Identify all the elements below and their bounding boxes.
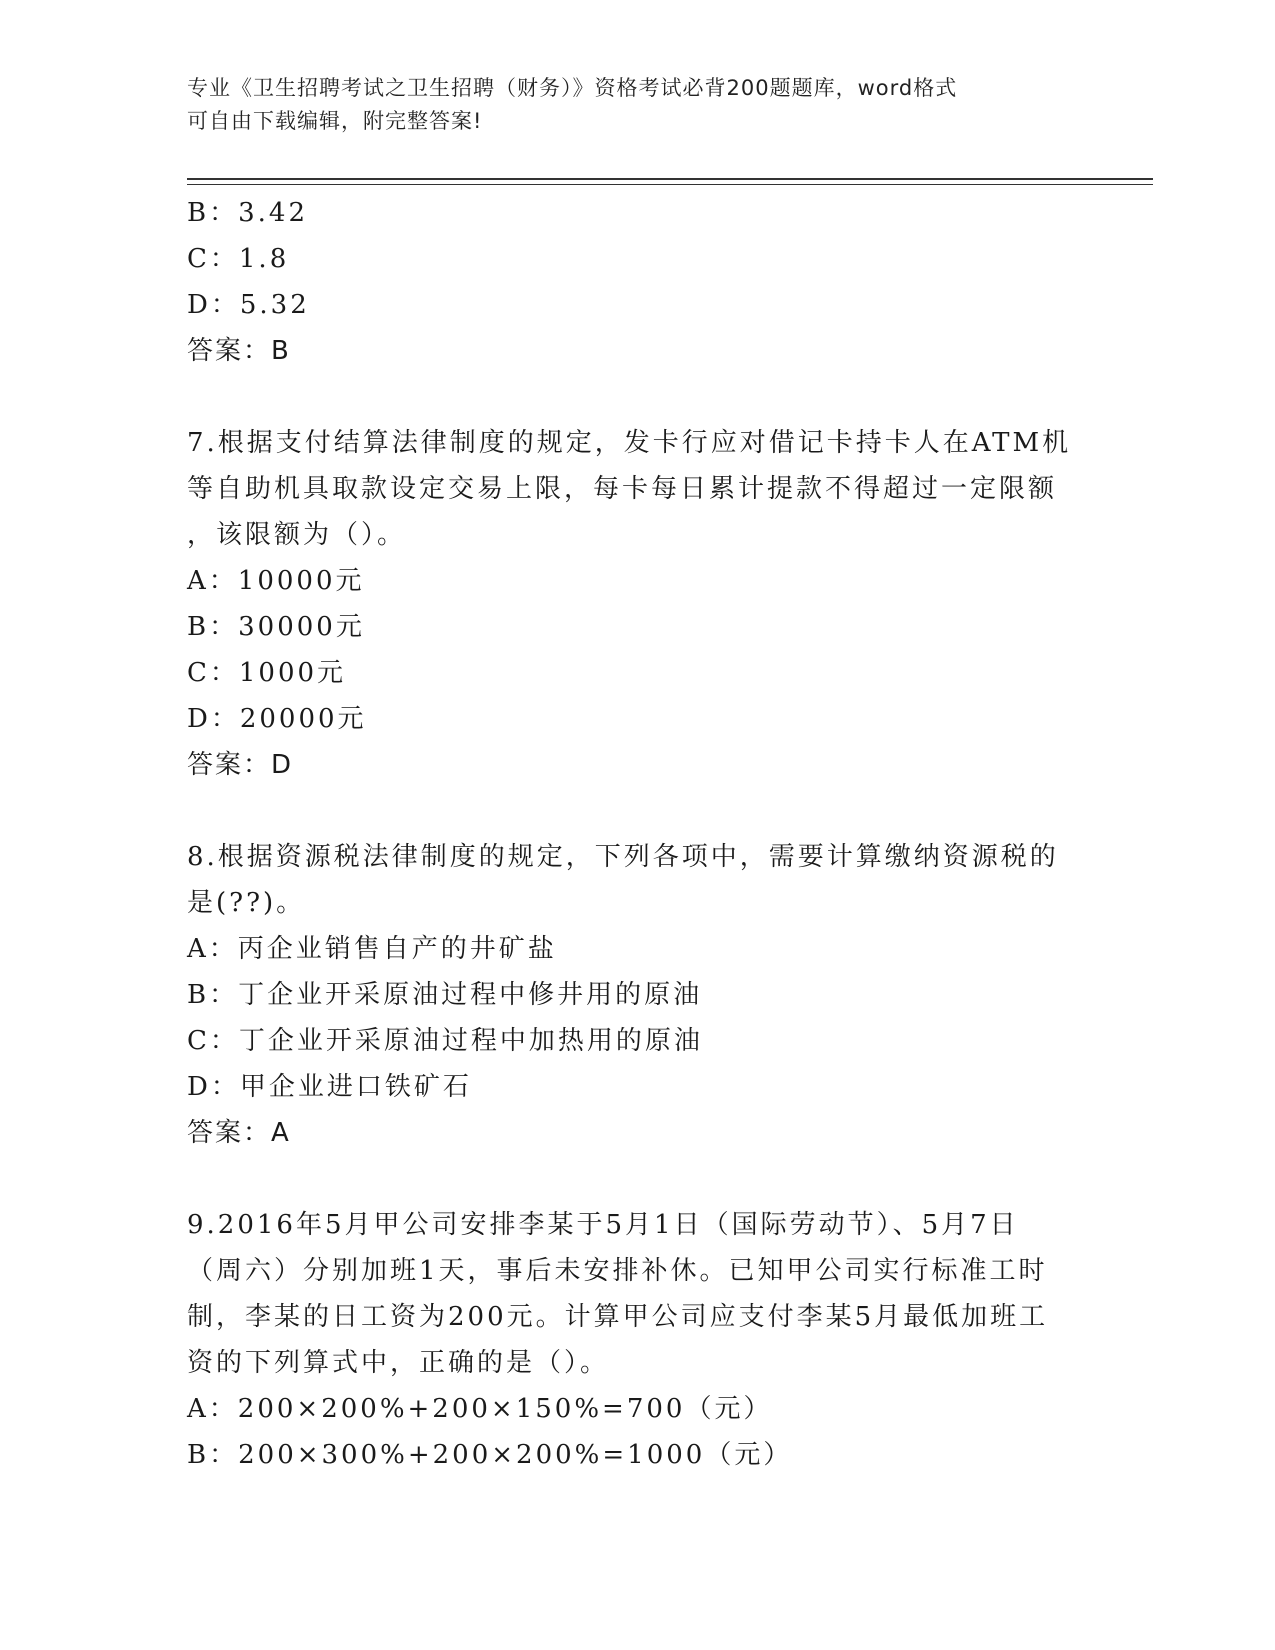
option-a: A：200×200%+200×150%=700（元）: [187, 1394, 773, 1424]
question-text-line: 资的下列算式中，正确的是（）。: [187, 1348, 610, 1378]
answer-line: 答案：D: [187, 750, 294, 780]
question-text-line: 9.2016年5月甲公司安排李某于5月1日（国际劳动节）、5月7日: [187, 1210, 1019, 1240]
question-text-line: 等自助机具取款设定交易上限，每卡每日累计提款不得超过一定限额: [187, 474, 1058, 504]
question-text-line: 8.根据资源税法律制度的规定，下列各项中，需要计算缴纳资源税的: [187, 842, 1059, 872]
option-a: A：丙企业销售自产的井矿盐: [187, 934, 557, 964]
question-8: [187, 834, 1067, 1156]
option-b: B：3.42: [187, 198, 308, 228]
option-b: B：30000元: [187, 612, 365, 642]
question-text-line: （周六）分别加班1天，事后未安排补休。已知甲公司实行标准工时: [187, 1256, 1048, 1286]
question-text-line: 制，李某的日工资为200元。计算甲公司应支付李某5月最低加班工: [187, 1302, 1049, 1332]
answer-line: 答案：B: [187, 336, 291, 366]
option-b: B：200×300%+200×200%=1000（元）: [187, 1440, 793, 1470]
option-d: D：甲企业进口铁矿石: [187, 1072, 472, 1102]
option-d: D：20000元: [187, 704, 367, 734]
question-content: [187, 190, 1072, 1478]
option-c: C：1000元: [187, 658, 347, 688]
header-rule-thick: [187, 178, 1153, 180]
spacer: [187, 1156, 1067, 1202]
question-text-line: 7.根据支付结算法律制度的规定，发卡行应对借记卡持卡人在ATM机: [187, 428, 1072, 458]
header-line-2: 可自由下载编辑，附完整答案!: [187, 109, 483, 133]
question-6-tail: [187, 190, 1067, 374]
option-c: C：1.8: [187, 244, 290, 274]
spacer: [187, 788, 1067, 834]
answer-line: 答案：A: [187, 1118, 291, 1148]
question-text-line: 是(??)。: [187, 888, 306, 918]
header-line-1: 专业《卫生招聘考试之卫生招聘（财务）》资格考试必背200题题库，word格式: [187, 76, 958, 100]
header-rule-thin: [187, 184, 1153, 185]
question-9: [187, 1202, 1067, 1478]
option-c: C：丁企业开采原油过程中加热用的原油: [187, 1026, 703, 1056]
page-header: [187, 72, 1067, 138]
option-d: D：5.32: [187, 290, 310, 320]
spacer: [187, 374, 1067, 420]
option-b: B：丁企业开采原油过程中修井用的原油: [187, 980, 703, 1010]
option-a: A：10000元: [187, 566, 365, 596]
question-7: [187, 420, 1072, 788]
question-text-line: ，该限额为（）。: [187, 520, 407, 550]
